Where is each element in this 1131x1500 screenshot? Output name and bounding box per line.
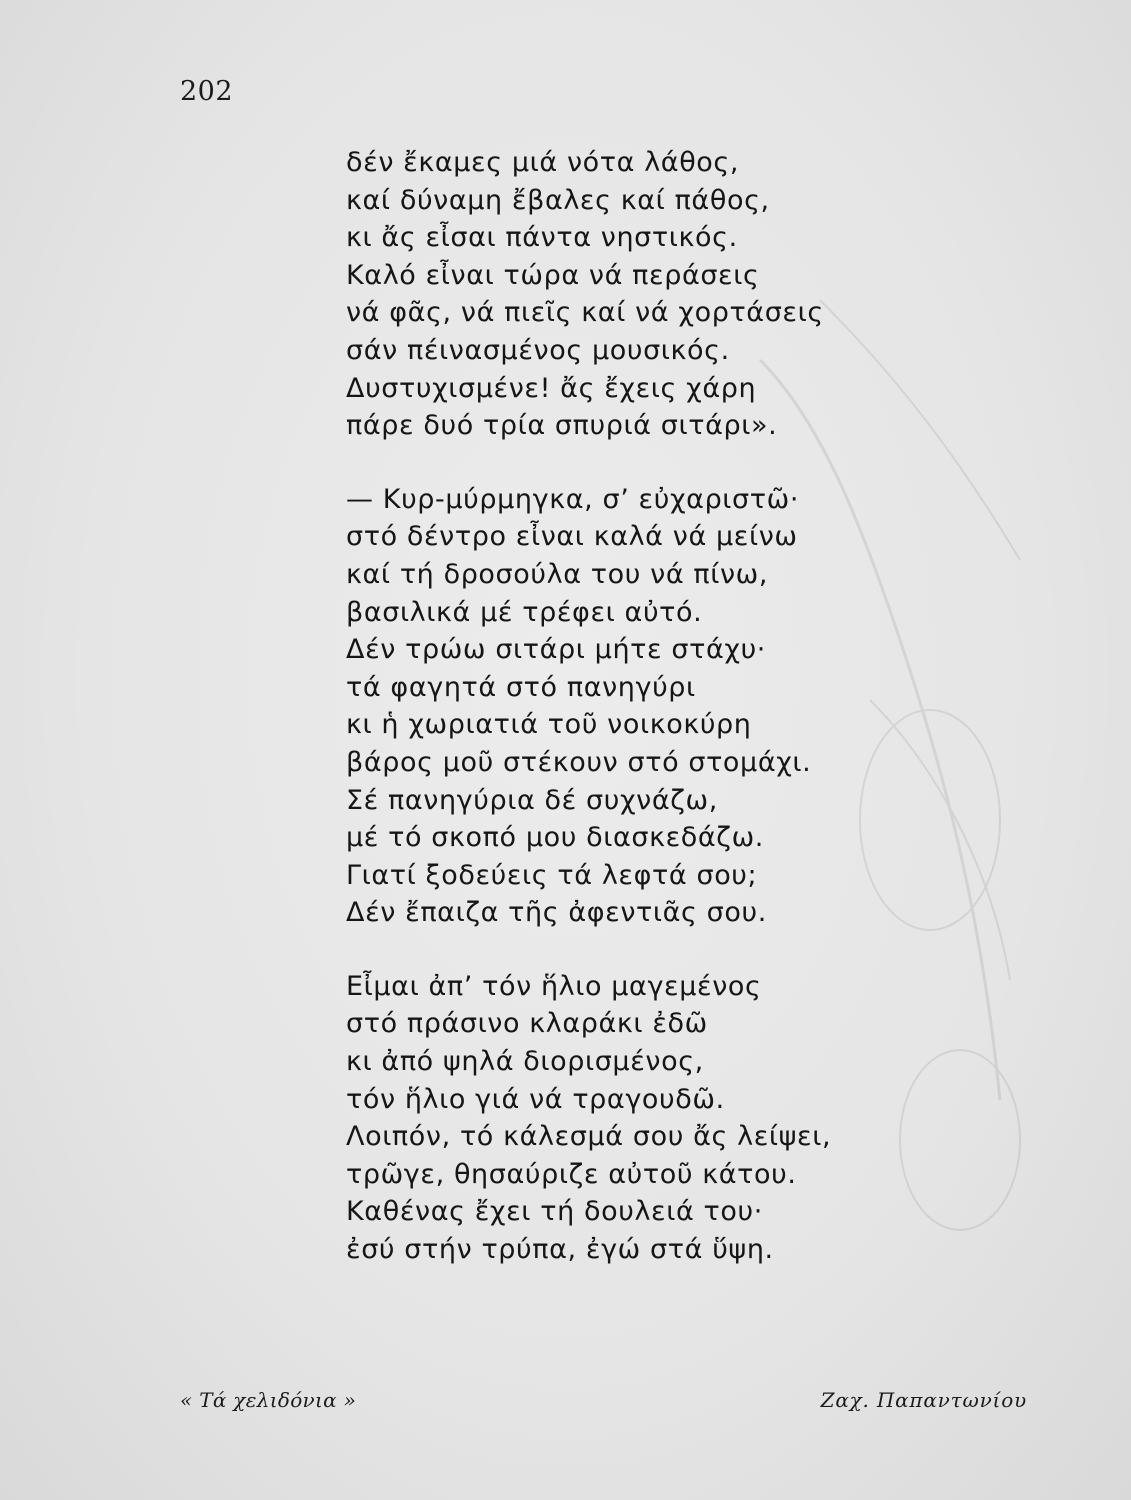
author-name: Ζαχ. Παπαντωνίου bbox=[820, 1388, 1027, 1412]
poem-line: κι ἄς εἶσαι πάντα νηστικός. bbox=[346, 222, 738, 254]
poem-line: τά φαγητά στό πανηγύρι bbox=[346, 671, 696, 703]
poem-line: βάρος μοῦ στέκουν στό στομάχι. bbox=[346, 746, 812, 778]
poem-body bbox=[346, 144, 906, 1269]
poem-line: σάν πέινασμένος μουσικός. bbox=[346, 334, 730, 366]
page-number: 202 bbox=[180, 76, 234, 107]
poem-line: Δέν ἔπαιζα τῆς ἀφεντιᾶς σου. bbox=[346, 897, 767, 929]
poem-line: στό πράσινο κλαράκι ἐδῶ bbox=[346, 1008, 708, 1040]
poem-line: βασιλικά μέ τρέφει αὐτό. bbox=[346, 596, 703, 628]
poem-line: νά φᾶς, νά πιεῖς καί νά χορτάσεις bbox=[346, 297, 824, 329]
stanza bbox=[346, 481, 906, 932]
poem-line: κι ἡ χωριατιά τοῦ νοικοκύρη bbox=[346, 709, 752, 741]
poem-line: Λοιπόν, τό κάλεσμά σου ἄς λείψει, bbox=[346, 1121, 832, 1153]
poem-line: καί δύναμη ἔβαλες καί πάθος, bbox=[346, 184, 770, 216]
page-footer bbox=[180, 1388, 1027, 1418]
poem-line: Δέν τρώω σιτάρι μήτε στάχυ· bbox=[346, 634, 766, 666]
poem-line: Καλό εἶναι τώρα νά περάσεις bbox=[346, 259, 760, 291]
poem-line: καί τή δροσούλα του νά πίνω, bbox=[346, 558, 769, 590]
stanza bbox=[346, 144, 906, 445]
poem-line: μέ τό σκοπό μου διασκεδάζω. bbox=[346, 822, 764, 854]
poem-line: — Κυρ-μύρμηγκα, σ’ εὐχαριστῶ· bbox=[346, 483, 799, 515]
poem-line: Γιατί ξοδεύεις τά λεφτά σου; bbox=[346, 859, 758, 891]
poem-line: κι ἀπό ψηλά διορισμένος, bbox=[346, 1046, 704, 1078]
poem-line: πάρε δυό τρία σπυριά σιτάρι». bbox=[346, 410, 778, 442]
poem-line: δέν ἔκαμες μιά νότα λάθος, bbox=[346, 147, 740, 178]
poem-line: τόν ἥλιο γιά νά τραγουδῶ. bbox=[346, 1083, 725, 1115]
poem-line: τρῶγε, θησαύριζε αὐτοῦ κάτου. bbox=[346, 1158, 797, 1190]
source-title: « Τά χελιδόνια » bbox=[180, 1388, 357, 1412]
stanza bbox=[346, 968, 906, 1269]
poem-line: Εἶμαι ἀπ’ τόν ἥλιο μαγεμένος bbox=[346, 970, 762, 1002]
poem-line: στό δέντρο εἶναι καλά νά μείνω bbox=[346, 521, 798, 553]
poem-line: ἐσύ στήν τρύπα, ἐγώ στά ὕψη. bbox=[346, 1234, 774, 1266]
poem-line: Δυστυχισμένε! ἄς ἔχεις χάρη bbox=[346, 372, 757, 404]
poem-line: Καθένας ἔχει τή δουλειά του· bbox=[346, 1196, 763, 1228]
poem-line: Σέ πανηγύρια δέ συχνάζω, bbox=[346, 784, 718, 816]
